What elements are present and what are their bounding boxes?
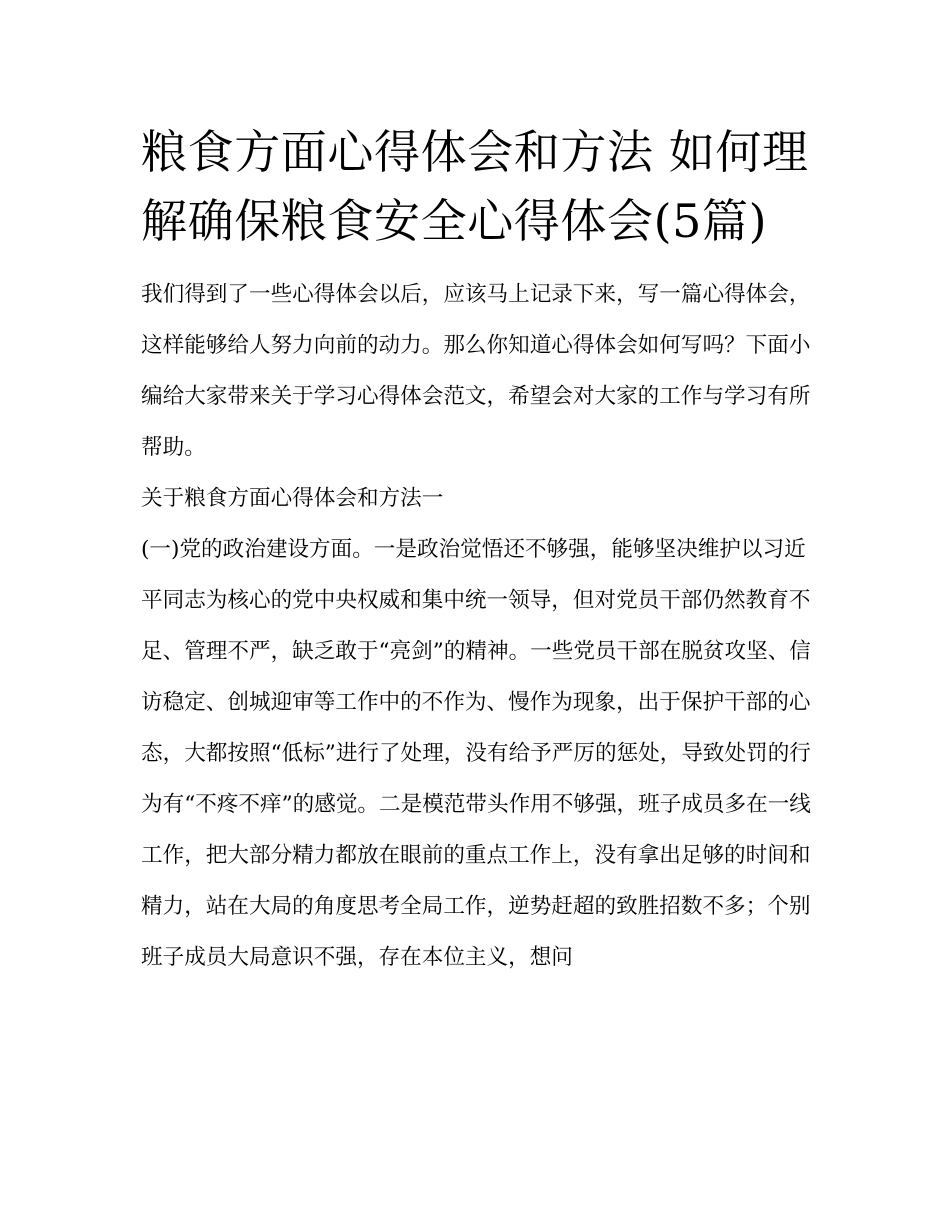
document-content <box>141 118 813 983</box>
intro-paragraph: 我们得到了一些心得体会以后，应该马上记录下来，写一篇心得体会，这样能够给人努力向前的动力。那么你知道心得体会如何写吗？下面小编给大家带来关于学习心得体会范文，希望会对大家的工作与学习有所帮助。 <box>141 282 811 460</box>
document-body <box>141 269 813 983</box>
section-heading: 关于粮食方面心得体会和方法一 <box>141 486 444 511</box>
body-paragraph: (一)党的政治建设方面。一是政治觉悟还不够强，能够坚决维护以习近平同志为核心的党中央权威和集中统一领导，但对党员干部仍然教育不足、管理不严，缺乏敢于“亮剑”的精神。一些党员干部在脱贫攻坚、信访稳定、创城迎审等工作中的不作为、慢作为现象，出于保护干部的心态，大都按照“低标”进行了处理，没有给予严厉的惩处，导致处罚的行为有“不疼不痒”的感觉。二是模范带头作用不够强，班子成员多在一线工作，把大部分精力都放在眼前的重点工作上，没有拿出足够的时间和精力，站在大局的角度思考全局工作，逆势赶超的致胜招数不多；个别班子成员大局意识不强，存在本位主义，想问 <box>141 537 811 970</box>
document-title: 粮食方面心得体会和方法 如何理解确保粮食安全心得体会(5篇) <box>141 125 809 248</box>
